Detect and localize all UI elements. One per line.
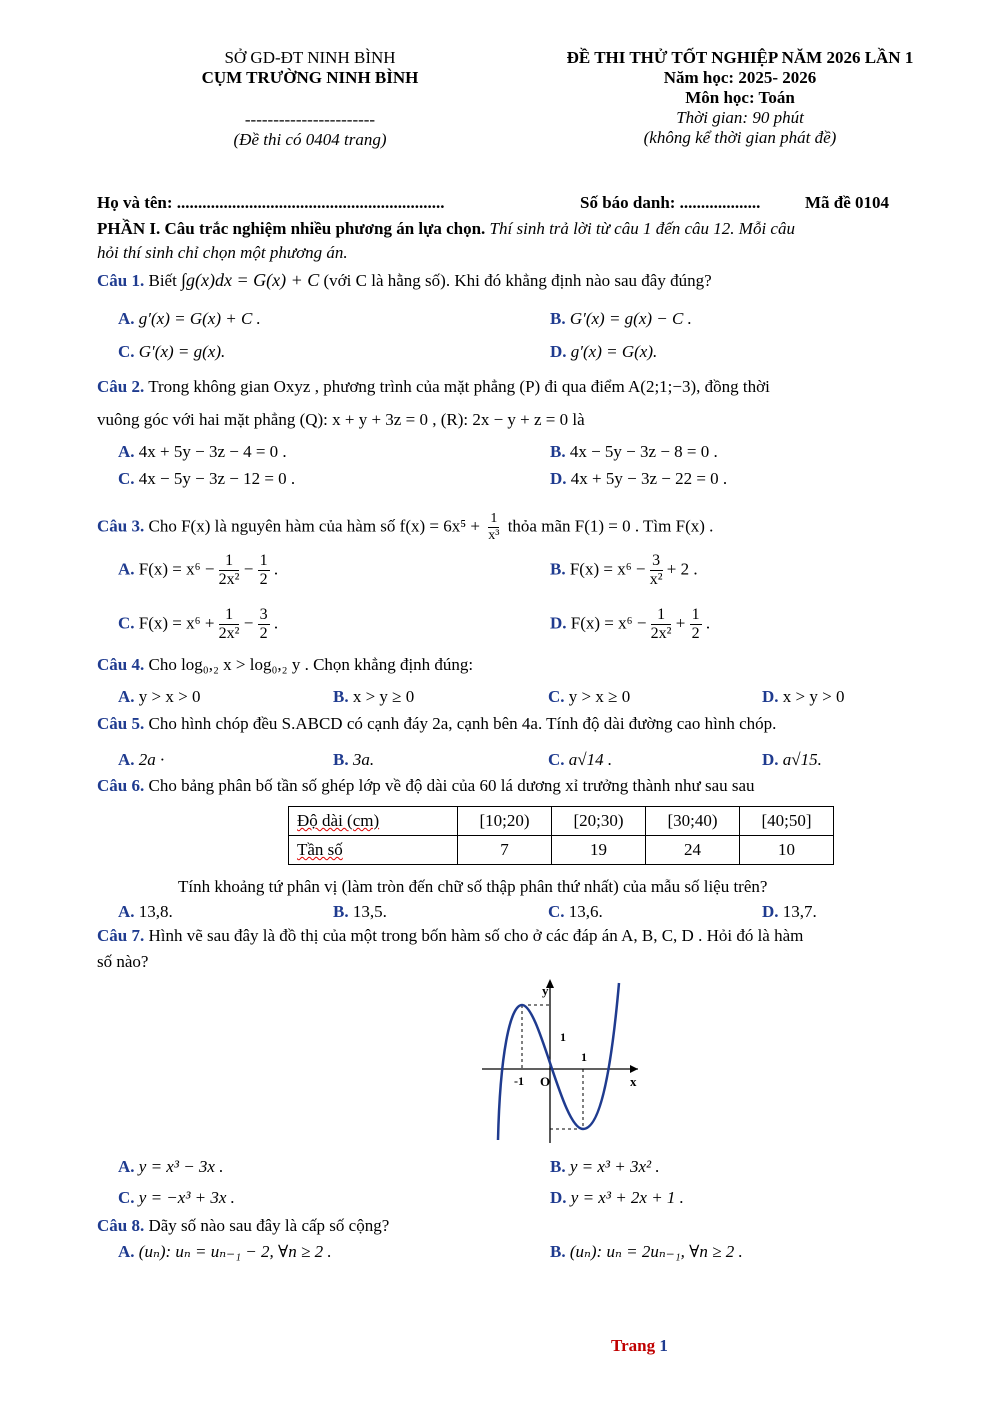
option-letter: A. bbox=[118, 1157, 135, 1176]
fraction-denominator: 2 bbox=[259, 571, 268, 588]
q3-text-a: Cho F(x) là nguyên hàm của hàm số f(x) = 6x⁵ + bbox=[148, 516, 480, 536]
option-letter: D. bbox=[550, 469, 567, 488]
school-cluster-name: CỤM TRƯỜNG NINH BÌNH bbox=[201, 68, 419, 87]
q6-option-d[interactable] bbox=[762, 902, 817, 922]
option-text: G′(x) = g(x) − C . bbox=[569, 309, 692, 328]
q6-label: Câu 6. bbox=[97, 776, 145, 795]
duration-note: (không kể thời gian phát đề) bbox=[643, 128, 837, 147]
option-letter: A. bbox=[118, 902, 135, 921]
x-axis-label: x bbox=[630, 1074, 637, 1089]
option-text: x > y ≥ 0 bbox=[352, 687, 415, 706]
option-letter: A. bbox=[118, 687, 135, 706]
exam-title: ĐỀ THI THỬ TỐT NGHIỆP NĂM 2026 LẦN 1 bbox=[566, 48, 914, 67]
q5-label: Câu 5. bbox=[97, 714, 145, 733]
option-letter: C. bbox=[118, 1188, 135, 1207]
option-text: y > x > 0 bbox=[138, 687, 201, 706]
q1-option-a[interactable] bbox=[118, 309, 261, 329]
table-header-row bbox=[289, 807, 834, 836]
q8-label: Câu 8. bbox=[97, 1216, 145, 1235]
operator: − bbox=[243, 559, 254, 579]
q7-option-d[interactable] bbox=[550, 1188, 684, 1208]
q2-option-c[interactable] bbox=[118, 469, 295, 489]
fraction-denominator: 2 bbox=[691, 625, 700, 642]
q3-option-d[interactable] bbox=[550, 606, 710, 643]
fraction-denominator: x² bbox=[649, 571, 663, 588]
q2-option-d[interactable] bbox=[550, 469, 727, 489]
header-text: Độ dài (cm) bbox=[297, 811, 380, 830]
header-right bbox=[520, 48, 960, 148]
table-cell: [40;50] bbox=[740, 807, 834, 836]
option-letter: C. bbox=[118, 342, 135, 361]
q1-text-a: Biết bbox=[148, 271, 177, 290]
question-3 bbox=[97, 511, 713, 544]
option-text: 13,6. bbox=[568, 902, 603, 921]
q3-option-a[interactable] bbox=[118, 552, 278, 589]
option-text: 4x − 5y − 3z − 8 = 0 . bbox=[569, 442, 718, 461]
q5-option-c[interactable] bbox=[548, 750, 612, 770]
q6-option-c[interactable] bbox=[548, 902, 603, 922]
option-letter: C. bbox=[548, 750, 565, 769]
option-letter: B. bbox=[550, 1157, 566, 1176]
option-letter: C. bbox=[548, 687, 565, 706]
option-letter: B. bbox=[550, 309, 566, 328]
option-text: 13,8. bbox=[138, 902, 173, 921]
question-8 bbox=[97, 1216, 389, 1236]
q5-option-b[interactable] bbox=[333, 750, 374, 770]
option-letter: D. bbox=[762, 750, 779, 769]
option-letter: D. bbox=[550, 613, 567, 633]
table-cell: 7 bbox=[458, 836, 552, 865]
student-id-field: Số báo danh: ................... bbox=[580, 193, 761, 212]
option-letter: B. bbox=[333, 750, 349, 769]
curve bbox=[498, 983, 619, 1140]
option-letter: C. bbox=[118, 613, 135, 633]
option-letter: A. bbox=[118, 559, 135, 579]
fraction-denominator: 2 bbox=[259, 625, 268, 642]
y-tick-label: 1 bbox=[560, 1030, 566, 1044]
q7-option-c[interactable] bbox=[118, 1188, 235, 1208]
fraction bbox=[258, 552, 270, 589]
table-cell: 24 bbox=[646, 836, 740, 865]
q6-question: Tính khoảng tứ phân vị (làm tròn đến chữ số thập phân thứ nhất) của mẫu số liệu trên? bbox=[178, 877, 768, 896]
option-letter: B. bbox=[550, 1242, 566, 1261]
question-4 bbox=[97, 655, 473, 675]
q3-fraction bbox=[488, 511, 499, 544]
part1-instruction-a: Thí sinh trả lời từ câu 1 đến câu 12. Mỗi câu bbox=[489, 219, 795, 238]
option-text: x > y > 0 bbox=[782, 687, 845, 706]
question-5 bbox=[97, 714, 776, 734]
table-cell: 19 bbox=[552, 836, 646, 865]
fraction-numerator: 1 bbox=[219, 552, 240, 571]
option-text: 4x + 5y − 3z − 22 = 0 . bbox=[570, 469, 728, 488]
y-axis-label: y bbox=[542, 983, 549, 998]
fraction-numerator: 1 bbox=[651, 606, 672, 625]
option-text: F(x) = x⁶ + bbox=[138, 613, 215, 633]
subject: Môn học: Toán bbox=[685, 88, 795, 107]
option-text: 4x + 5y − 3z − 4 = 0 . bbox=[138, 442, 287, 461]
table-row-label bbox=[289, 836, 458, 865]
question-1 bbox=[97, 270, 712, 291]
q6-option-a[interactable] bbox=[118, 902, 173, 922]
option-letter: C. bbox=[118, 469, 135, 488]
fraction bbox=[219, 606, 240, 643]
department-name: SỞ GD-ĐT NINH BÌNH bbox=[224, 48, 396, 67]
q5-option-d[interactable] bbox=[762, 750, 822, 770]
fraction-denominator: 2x² bbox=[650, 625, 672, 642]
operator: + bbox=[675, 613, 686, 633]
option-text: 13,5. bbox=[352, 902, 387, 921]
q5-text: Cho hình chóp đều S.ABCD có cạnh đáy 2a, cạnh bên 4a. Tính độ dài đường cao hình chóp. bbox=[148, 714, 777, 733]
option-text: 2a · bbox=[138, 750, 165, 769]
q2-option-a[interactable] bbox=[118, 442, 287, 462]
option-letter: B. bbox=[550, 442, 566, 461]
student-name-field: Họ và tên: ............................................................... bbox=[97, 193, 445, 212]
part1-instruction-b: hỏi thí sinh chỉ chọn một phương án. bbox=[97, 243, 348, 262]
fraction-numerator: 1 bbox=[259, 552, 268, 569]
option-letter: A. bbox=[118, 442, 135, 461]
fraction bbox=[650, 552, 663, 589]
q4-text: Cho log₀,₂ x > log₀,₂ y . Chọn khẳng định đúng: bbox=[148, 655, 474, 674]
option-text: F(x) = x⁶ − bbox=[570, 613, 647, 633]
option-letter: D. bbox=[550, 1188, 567, 1207]
part1-heading bbox=[97, 219, 795, 239]
option-letter: B. bbox=[333, 687, 349, 706]
header-left bbox=[170, 48, 450, 150]
fraction bbox=[258, 606, 270, 643]
q1-option-d[interactable] bbox=[550, 342, 657, 362]
q1-label: Câu 1. bbox=[97, 271, 145, 290]
table-cell: [30;40) bbox=[646, 807, 740, 836]
q2-label: Câu 2. bbox=[97, 377, 145, 396]
table-row bbox=[289, 836, 834, 865]
q1-integral: ∫g(x)dx = G(x) + C bbox=[181, 270, 320, 290]
operator: − bbox=[243, 613, 254, 633]
x-axis-arrow bbox=[630, 1065, 638, 1073]
option-text: y = x³ − 3x . bbox=[138, 1157, 224, 1176]
option-text: F(x) = x⁶ − bbox=[138, 559, 215, 579]
page-number: 1 bbox=[659, 1336, 668, 1355]
table-cell: [20;30) bbox=[552, 807, 646, 836]
fraction-numerator: 3 bbox=[650, 552, 663, 571]
option-text: g′(x) = G(x). bbox=[570, 342, 658, 361]
table-header-label bbox=[289, 807, 458, 836]
option-letter: C. bbox=[548, 902, 565, 921]
q1-option-b[interactable] bbox=[550, 309, 692, 329]
fraction bbox=[219, 552, 240, 589]
question-2 bbox=[97, 377, 770, 397]
page-footer bbox=[611, 1336, 668, 1356]
option-text: 4x − 5y − 3z − 12 = 0 . bbox=[138, 469, 296, 488]
q7-option-a[interactable] bbox=[118, 1157, 223, 1177]
q8-option-b[interactable] bbox=[550, 1242, 743, 1262]
fraction bbox=[651, 606, 672, 643]
fraction bbox=[690, 606, 702, 643]
question-6 bbox=[97, 776, 755, 796]
fraction-denominator: 2x² bbox=[218, 625, 240, 642]
page-word: Trang bbox=[611, 1336, 656, 1355]
q3-text-b: thỏa mãn F(1) = 0 . Tìm F(x) . bbox=[507, 516, 714, 536]
option-text: 3a. bbox=[352, 750, 375, 769]
q4-option-a[interactable] bbox=[118, 687, 200, 707]
q4-option-d[interactable] bbox=[762, 687, 844, 707]
option-end: . bbox=[273, 559, 279, 579]
q6-option-b[interactable] bbox=[333, 902, 387, 922]
fraction-numerator: 1 bbox=[219, 606, 240, 625]
option-text: 13,7. bbox=[782, 902, 817, 921]
q7-text-line2: số nào? bbox=[97, 952, 149, 971]
q1-option-c[interactable] bbox=[118, 342, 225, 362]
row-text: Tần số bbox=[297, 840, 343, 859]
option-text: (uₙ): uₙ = uₙ₋₁ − 2, ∀n ≥ 2 . bbox=[138, 1242, 332, 1261]
origin-label: O bbox=[540, 1074, 551, 1089]
fraction-numerator: 3 bbox=[259, 606, 268, 623]
q7-label: Câu 7. bbox=[97, 926, 145, 945]
duration: Thời gian: 90 phút bbox=[676, 108, 804, 127]
option-letter: D. bbox=[550, 342, 567, 361]
q8-text: Dãy số nào sau đây là cấp số cộng? bbox=[148, 1216, 390, 1235]
option-text: a√14 . bbox=[568, 750, 613, 769]
option-text: y = x³ + 3x² . bbox=[569, 1157, 660, 1176]
option-end: . bbox=[273, 613, 279, 633]
option-letter: B. bbox=[550, 559, 566, 579]
option-letter: A. bbox=[118, 750, 135, 769]
option-text: g′(x) = G(x) + C . bbox=[138, 309, 261, 328]
fraction-denominator: x³ bbox=[488, 528, 500, 543]
q2-text-line1: Trong không gian Oxyz , phương trình của mặt phẳng (P) đi qua điểm A(2;1;−3), đồng thời bbox=[148, 377, 770, 396]
header-divider: ----------------------- bbox=[244, 110, 376, 129]
q3-option-c[interactable] bbox=[118, 606, 278, 643]
option-letter: B. bbox=[333, 902, 349, 921]
option-letter: D. bbox=[762, 902, 779, 921]
school-year: Năm học: 2025- 2026 bbox=[663, 68, 817, 87]
table-cell: [10;20) bbox=[458, 807, 552, 836]
q2-text-line2: vuông góc với hai mặt phẳng (Q): x + y + 3z = 0 , (R): 2x − y + z = 0 là bbox=[97, 410, 585, 429]
q4-option-b[interactable] bbox=[333, 687, 414, 707]
option-end: . bbox=[705, 613, 711, 633]
q6-text: Cho bảng phân bố tần số ghép lớp về độ dài của 60 lá dương xỉ trưởng thành như sau sau bbox=[148, 776, 755, 795]
q7-text-line1: Hình vẽ sau đây là đồ thị của một trong bốn hàm số cho ở các đáp án A, B, C, D . Hỏi đó là hàm bbox=[148, 926, 804, 945]
part1-title: PHẦN I. Câu trắc nghiệm nhiều phương án lựa chọn. bbox=[97, 219, 486, 238]
x-tick-label: 1 bbox=[581, 1050, 587, 1064]
option-text: (uₙ): uₙ = 2uₙ₋₁, ∀n ≥ 2 . bbox=[569, 1242, 743, 1261]
fraction-numerator: 1 bbox=[691, 606, 700, 623]
frequency-table bbox=[288, 806, 834, 865]
option-letter: A. bbox=[118, 309, 135, 328]
option-text: a√15. bbox=[782, 750, 822, 769]
question-7 bbox=[97, 926, 803, 946]
option-letter: D. bbox=[762, 687, 779, 706]
q4-label: Câu 4. bbox=[97, 655, 145, 674]
option-text: y = x³ + 2x + 1 . bbox=[570, 1188, 684, 1207]
q1-text-b: (với C là hằng số). Khi đó khẳng định nào sau đây đúng? bbox=[323, 271, 712, 290]
exam-code: Mã đề 0104 bbox=[805, 193, 890, 212]
q2-option-b[interactable] bbox=[550, 442, 718, 462]
table-cell: 10 bbox=[740, 836, 834, 865]
option-letter: A. bbox=[118, 1242, 135, 1261]
page-count-note: (Đề thi có 0404 trang) bbox=[233, 130, 387, 149]
q7-option-b[interactable] bbox=[550, 1157, 660, 1177]
option-end: + 2 . bbox=[666, 559, 698, 579]
x-neg-tick-label: -1 bbox=[514, 1074, 524, 1088]
q5-option-a[interactable] bbox=[118, 750, 164, 770]
q3-option-b[interactable] bbox=[550, 552, 698, 589]
q8-option-a[interactable] bbox=[118, 1242, 332, 1262]
q3-label: Câu 3. bbox=[97, 516, 145, 536]
q4-option-c[interactable] bbox=[548, 687, 630, 707]
cubic-graph bbox=[480, 975, 640, 1145]
option-text: y > x ≥ 0 bbox=[568, 687, 631, 706]
fraction-denominator: 2x² bbox=[218, 571, 240, 588]
fraction-numerator: 1 bbox=[488, 511, 499, 528]
option-text: y = −x³ + 3x . bbox=[138, 1188, 235, 1207]
option-text: G′(x) = g(x). bbox=[138, 342, 226, 361]
option-text: F(x) = x⁶ − bbox=[569, 559, 646, 579]
